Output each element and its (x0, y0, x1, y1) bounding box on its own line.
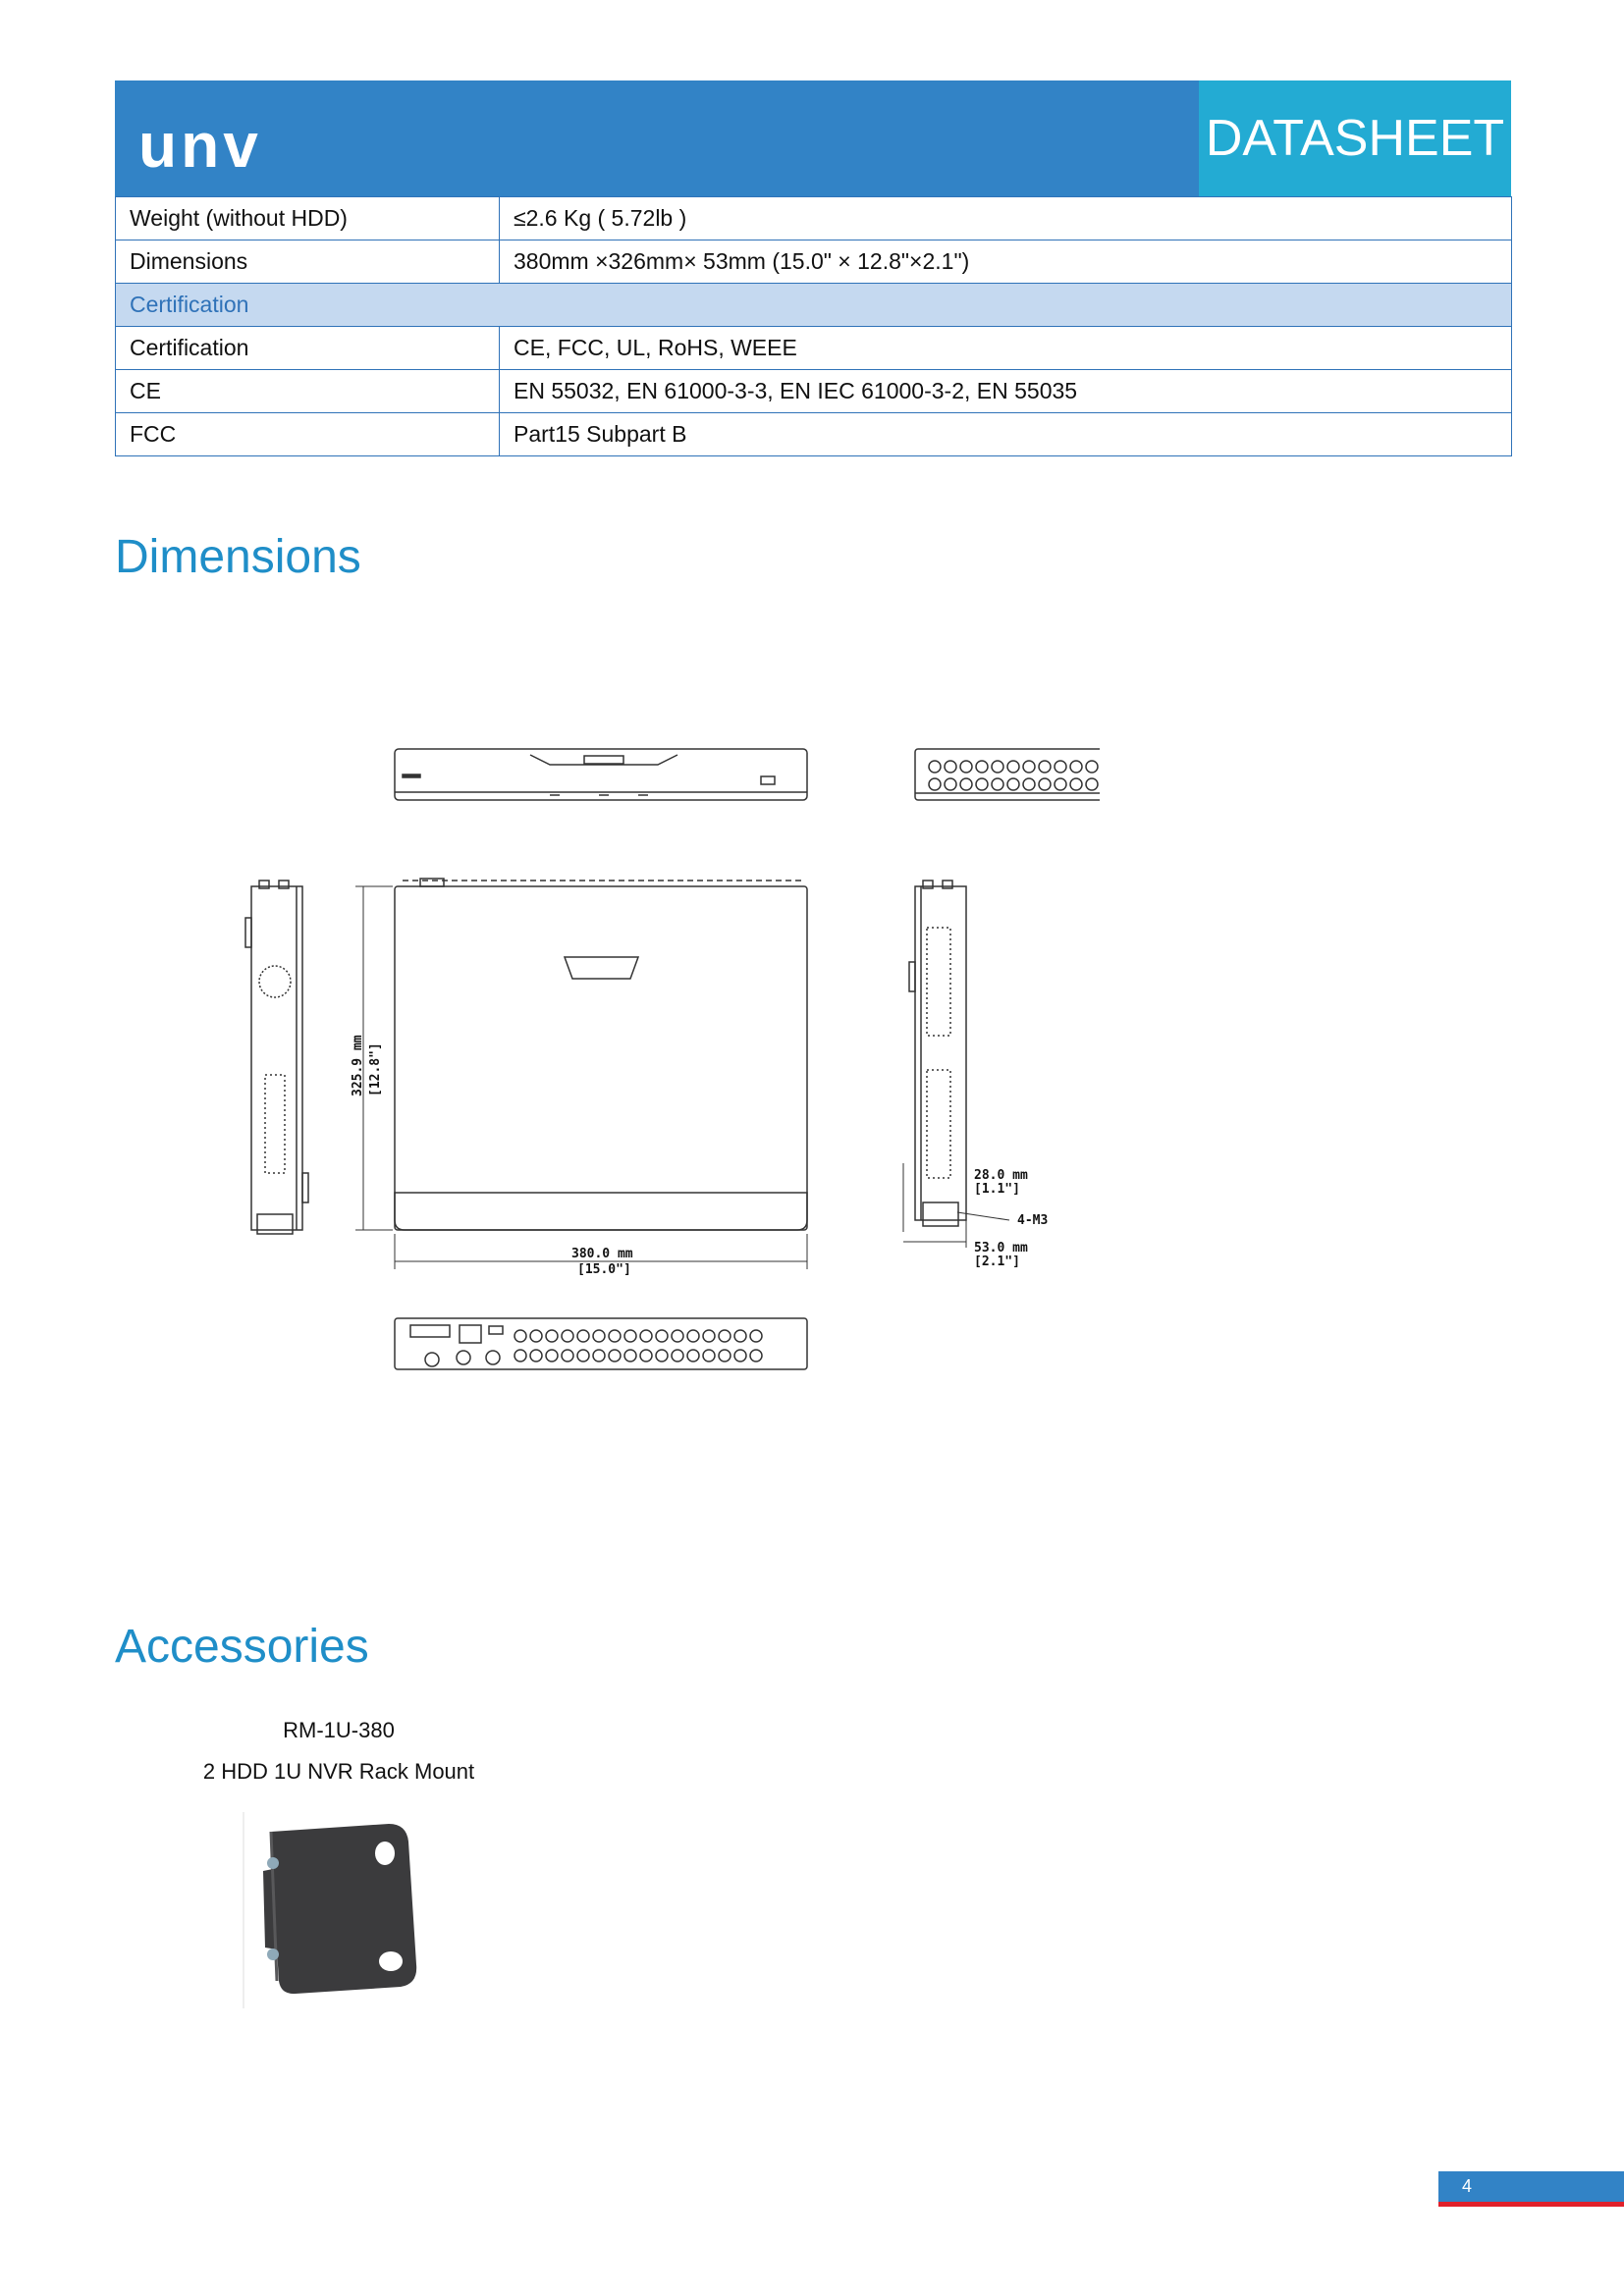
table-row (116, 240, 1512, 284)
depth-mm-label: 325.9 mm (351, 1035, 365, 1096)
spec-key: Dimensions (116, 240, 500, 284)
screw-label: 4-M3 (1017, 1213, 1049, 1228)
accessory-name: 2 HDD 1U NVR Rack Mount (202, 1759, 475, 1784)
rear-view-bottom (395, 1318, 807, 1369)
depth-in-label: [12.8"] (368, 1042, 383, 1096)
spec-key: Certification (116, 327, 500, 370)
section-row-certification (116, 284, 1512, 327)
side-view-left (245, 881, 308, 1234)
foot-mm-label: 28.0 mm (974, 1168, 1028, 1183)
table-row (116, 327, 1512, 370)
height-in-label: [2.1"] (974, 1255, 1020, 1269)
spec-table (115, 196, 1512, 456)
spec-value: EN 55032, EN 61000-3-3, EN IEC 61000-3-2, EN 55035 (500, 370, 1512, 413)
accessory-code: RM-1U-380 (283, 1718, 395, 1742)
spec-value: CE, FCC, UL, RoHS, WEEE (500, 327, 1512, 370)
section-label: Certification (116, 284, 1512, 327)
spec-key: FCC (116, 413, 500, 456)
spec-value: 380mm ×326mm× 53mm (15.0" × 12.8"×2.1") (500, 240, 1512, 284)
table-row (116, 197, 1512, 240)
table-row (116, 413, 1512, 456)
width-in-label: [15.0"] (577, 1262, 631, 1277)
rear-view (915, 749, 1100, 800)
header-banner (115, 80, 1511, 196)
brand-logo: unv (138, 110, 262, 181)
datasheet-badge: DATASHEET (1199, 80, 1511, 196)
accessories-heading: Accessories (115, 1621, 369, 1673)
dimensions-heading: Dimensions (115, 531, 361, 583)
foot-in-label: [1.1"] (974, 1182, 1020, 1197)
width-mm-label: 380.0 mm (571, 1247, 633, 1261)
spec-value: ≤2.6 Kg ( 5.72lb ) (500, 197, 1512, 240)
height-mm-label: 53.0 mm (974, 1241, 1028, 1255)
rack-mount-bracket-image (242, 1812, 428, 2008)
page-number: 4 (1438, 2171, 1624, 2207)
dimension-drawing (236, 731, 1100, 1399)
front-view (395, 749, 807, 800)
top-view (355, 879, 807, 1269)
spec-value: Part15 Subpart B (500, 413, 1512, 456)
spec-key: Weight (without HDD) (116, 197, 500, 240)
spec-key: CE (116, 370, 500, 413)
table-row (116, 370, 1512, 413)
